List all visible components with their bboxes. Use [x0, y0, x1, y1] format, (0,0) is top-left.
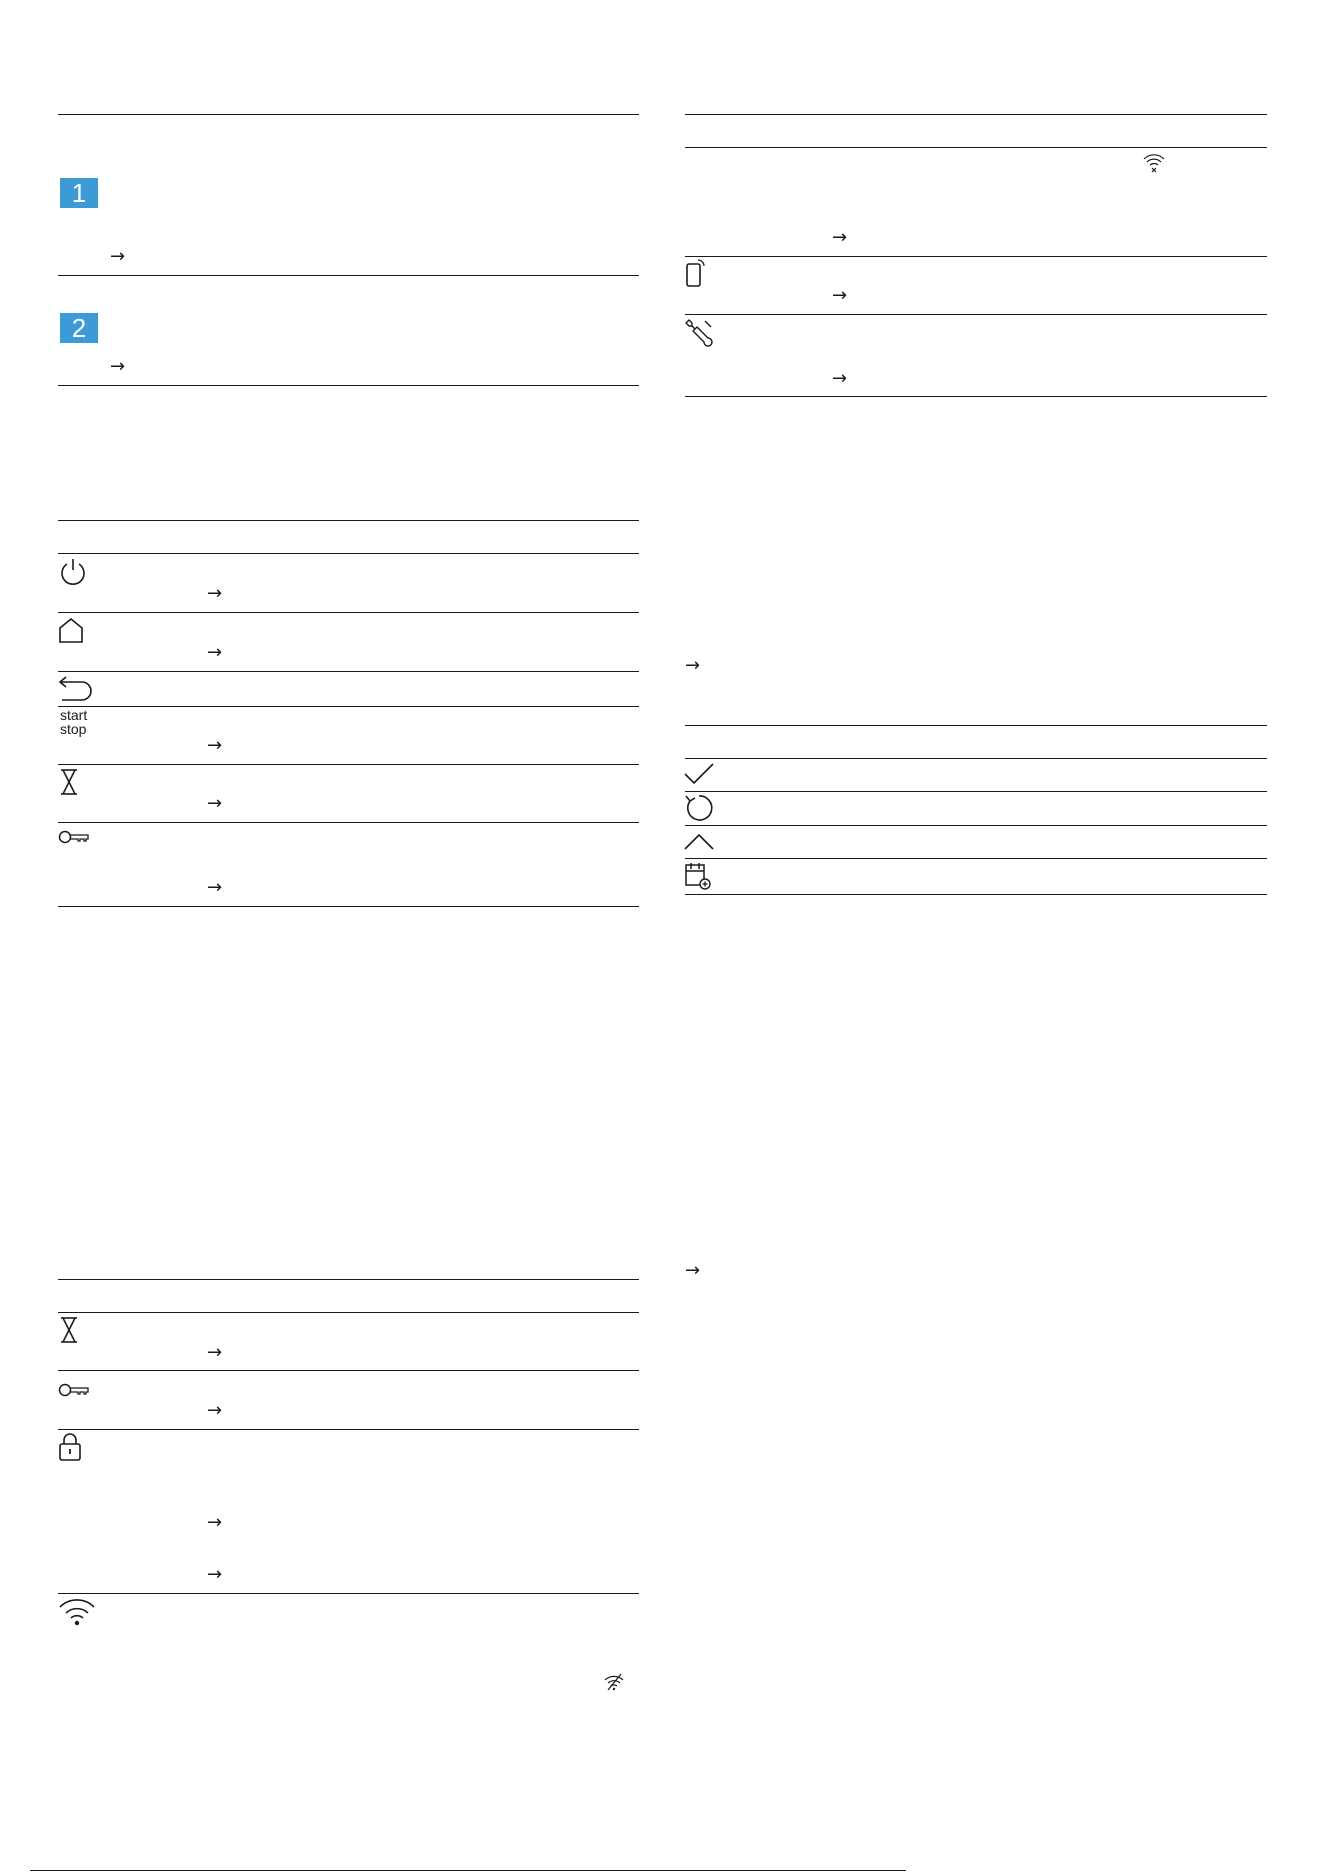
rule — [685, 858, 1267, 859]
arrow-icon: → — [207, 1400, 223, 1421]
rule — [685, 791, 1267, 792]
chevron-up-icon — [683, 832, 715, 852]
step-badge-1: 1 — [60, 178, 98, 208]
rule — [58, 385, 639, 386]
checkmark-icon — [683, 762, 715, 786]
rule — [58, 114, 639, 115]
rule — [58, 1593, 639, 1594]
arrow-icon: → — [110, 246, 126, 267]
wifi-icon — [58, 1597, 96, 1627]
rule — [685, 114, 1267, 115]
rule — [58, 1312, 639, 1313]
rule — [685, 758, 1267, 759]
hourglass-icon — [58, 768, 80, 796]
arrow-icon: → — [207, 1342, 223, 1363]
arrow-icon: → — [832, 285, 848, 306]
key-icon — [58, 1381, 90, 1399]
rule — [685, 147, 1267, 148]
arrow-icon: → — [207, 877, 223, 898]
wifi-off-icon — [604, 1673, 624, 1691]
arrow-icon: → — [110, 356, 126, 377]
wifi-disconnected-icon — [1143, 153, 1165, 173]
arrow-icon: → — [207, 642, 223, 663]
rule — [58, 1429, 639, 1430]
step-badge-2: 2 — [60, 313, 98, 343]
smartphone-icon — [683, 258, 707, 288]
footer-rule — [30, 1870, 906, 1871]
arrow-icon: → — [685, 1260, 701, 1281]
rule — [685, 825, 1267, 826]
rule — [685, 256, 1267, 257]
rule — [58, 553, 639, 554]
basket-add-icon — [683, 861, 713, 891]
rule — [58, 706, 639, 707]
wrench-icon — [683, 317, 715, 349]
arrow-icon: → — [207, 1564, 223, 1585]
arrow-icon: → — [832, 368, 848, 389]
stop-label: stop — [60, 721, 87, 737]
rule — [58, 612, 639, 613]
power-icon — [58, 556, 88, 586]
back-icon — [58, 674, 94, 702]
rule — [685, 314, 1267, 315]
rule — [685, 894, 1267, 895]
rule — [58, 764, 639, 765]
arrow-icon: → — [207, 793, 223, 814]
arrow-icon: → — [207, 1512, 223, 1533]
rule — [58, 1370, 639, 1371]
arrow-icon: → — [832, 227, 848, 248]
padlock-icon — [58, 1432, 82, 1462]
start-label: start — [60, 707, 88, 723]
rule — [58, 671, 639, 672]
rule — [58, 520, 639, 521]
hourglass-icon — [58, 1316, 80, 1344]
rule — [685, 396, 1267, 397]
rule — [58, 1279, 639, 1280]
rule — [685, 725, 1267, 726]
rule — [58, 275, 639, 276]
key-icon — [58, 828, 90, 846]
arrow-icon: → — [207, 735, 223, 756]
rule — [58, 822, 639, 823]
rule — [58, 906, 639, 907]
home-icon — [58, 616, 86, 644]
arrow-icon: → — [207, 583, 223, 604]
reset-icon — [683, 793, 715, 823]
arrow-icon: → — [685, 655, 701, 676]
